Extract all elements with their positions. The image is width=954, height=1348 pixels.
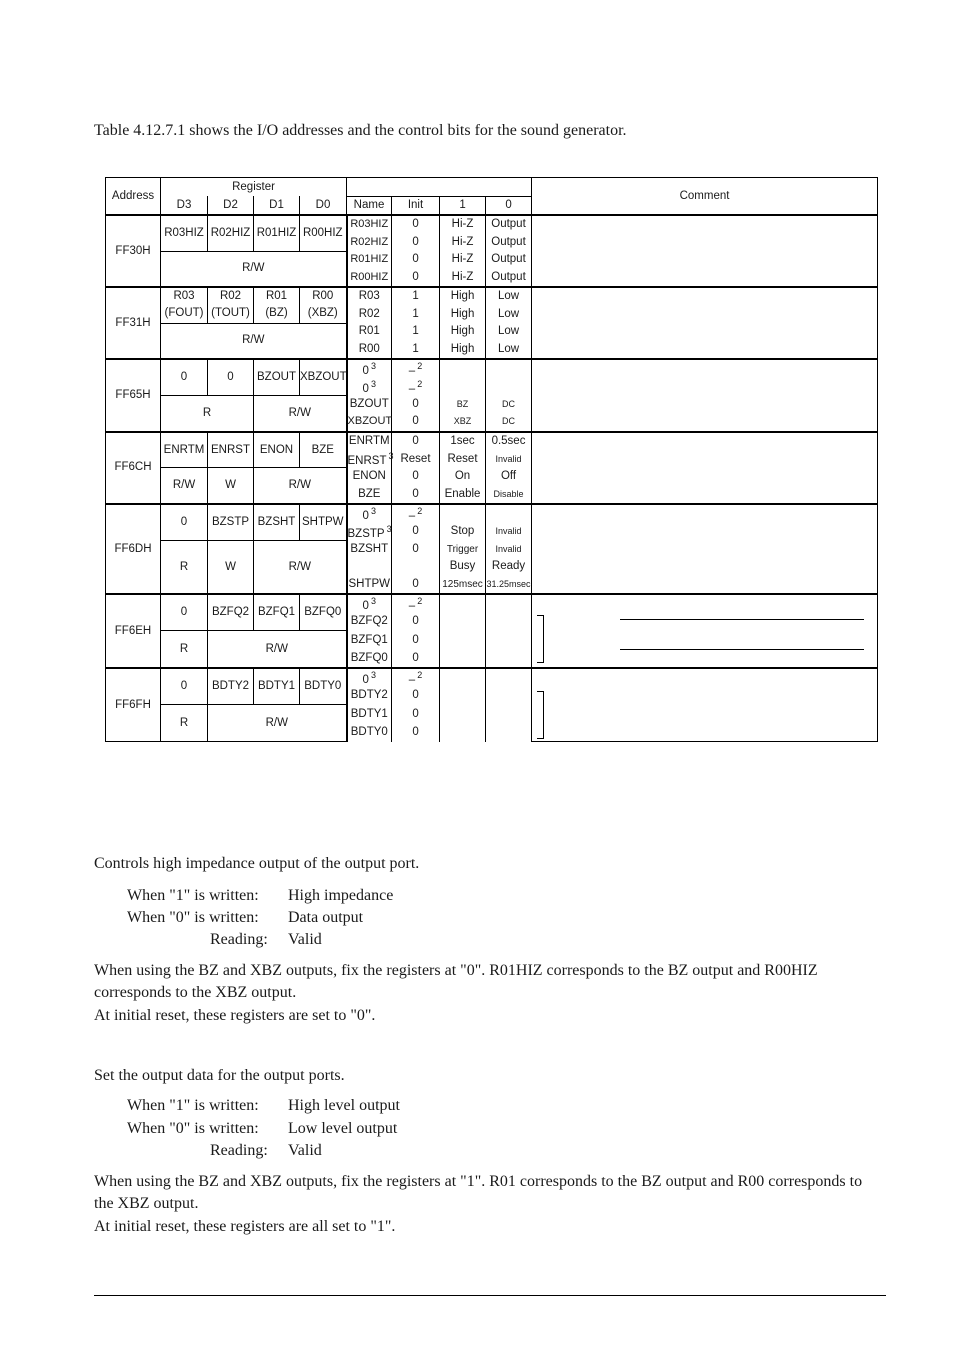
note-ref: 2 [417, 505, 423, 516]
register-bit-name [300, 287, 347, 323]
bit-init-text: – [408, 509, 416, 522]
bit-name-text: R03HIZ [350, 218, 389, 231]
bit-zero: Invalid [486, 523, 532, 541]
bit-zero: Invalid [486, 541, 532, 559]
register-bit-name: BZFQ2 [208, 594, 254, 630]
bit-init-text: 0 [412, 235, 419, 248]
bit-one: Trigger [440, 541, 486, 559]
bit-init [392, 251, 440, 269]
sec1-reset: At initial reset, these registers are set to "0". [94, 1007, 376, 1024]
register-bit-name: 0 [161, 594, 208, 630]
register-bit-name: BZFQ0 [300, 594, 347, 630]
register-address: FF6DH [106, 504, 161, 594]
bit-name-line: (FOUT) [164, 307, 204, 320]
bit-init-text: 0 [412, 525, 419, 538]
bit-init-text: 0 [412, 577, 419, 590]
bit-name [347, 269, 392, 288]
register-address: FF31H [106, 287, 161, 359]
rw-label: R/W [208, 630, 347, 668]
header-name: Name [347, 196, 392, 215]
bit-one: Hi-Z [440, 215, 486, 234]
bit-one: Stop [440, 523, 486, 541]
comment-cell [532, 287, 878, 359]
bit-name-text: ENRST [347, 454, 387, 467]
table-row [106, 668, 878, 687]
bit-init-text: 0 [412, 633, 419, 646]
bit-init-text: 0 [412, 542, 419, 555]
bit-zero: Output [486, 234, 532, 252]
bit-one: High [440, 287, 486, 306]
register-bit-name: XBZOUT [300, 359, 347, 396]
bit-name-text: 0 [362, 673, 369, 686]
bit-init-text: 0 [412, 270, 419, 283]
bit-init [392, 359, 440, 378]
sec1-when0-value: Data output [288, 909, 364, 926]
bit-name-text: ENON [352, 470, 386, 483]
bit-name [347, 630, 392, 649]
register-bit-name: BZE [300, 432, 347, 468]
bit-zero [486, 378, 532, 396]
bit-name-line: R03 [173, 290, 195, 303]
bit-init-text: 1 [412, 325, 419, 338]
bit-name-line: (TOUT) [211, 307, 250, 320]
underline-mark [620, 619, 864, 620]
header-register: Register [161, 178, 347, 197]
note-ref: 3 [370, 505, 376, 516]
register-bit-name: R00HIZ [300, 215, 347, 251]
header-init: Init [392, 196, 440, 215]
bit-name-text: R02 [358, 307, 380, 320]
bit-init-text: – [408, 673, 416, 686]
bit-zero: Disable [486, 485, 532, 504]
header-one: 1 [440, 196, 486, 215]
bit-zero: Ready [486, 558, 532, 576]
bit-init [392, 687, 440, 705]
bit-zero: Off [486, 468, 532, 486]
bit-one [440, 687, 486, 705]
bit-one: Enable [440, 485, 486, 504]
bit-name [347, 523, 392, 541]
bit-one: High [440, 341, 486, 360]
register-bit-name [254, 287, 300, 323]
rw-label: R [161, 630, 208, 668]
bit-zero [486, 668, 532, 687]
bit-init [392, 630, 440, 649]
bit-name [347, 287, 392, 306]
bit-name-line: R00 [312, 290, 334, 303]
register-bit-name [208, 287, 254, 323]
rw-label: R/W [208, 704, 347, 741]
bit-init-text: 0 [412, 415, 419, 428]
bit-zero [486, 650, 532, 669]
bit-name [347, 594, 392, 613]
bit-init [392, 269, 440, 288]
header-bit: D1 [254, 196, 300, 215]
sec2-paragraph: When using the BZ and XBZ outputs, fix the registers at "1". R01 corresponds to the BZ output and R00 corresponds to the XBZ output. [94, 1173, 863, 1212]
bit-init [392, 724, 440, 742]
rw-label: R/W [254, 468, 347, 504]
comment-cell [532, 359, 878, 432]
register-bit-name: BDTY0 [300, 668, 347, 704]
register-bit-name: 0 [208, 359, 254, 396]
bit-name-text: 0 [362, 382, 369, 395]
bit-one: Hi-Z [440, 234, 486, 252]
bit-one: XBZ [440, 413, 486, 432]
note-ref: 3 [370, 670, 376, 681]
table-row [106, 359, 878, 378]
bit-name-text: BZOUT [349, 397, 389, 410]
bit-init [392, 378, 440, 396]
sec2-when1-label: When "1" is written: [127, 1097, 259, 1114]
sec1-description: Controls high impedance output of the output port. [94, 855, 420, 872]
bit-init-text: 0 [412, 651, 419, 664]
comment-cell [532, 594, 878, 668]
bit-name [347, 306, 392, 324]
bit-init [392, 704, 440, 724]
bit-name-text: R01HIZ [350, 253, 389, 266]
rw-label: R/W [161, 251, 347, 287]
rw-label: R/W [161, 323, 347, 359]
bit-name-line: R02 [219, 290, 242, 303]
bit-name [347, 468, 392, 486]
note-ref: 2 [417, 378, 423, 389]
bit-name-line: (BZ) [265, 307, 288, 320]
header-zero: 0 [486, 196, 532, 215]
bit-one [440, 630, 486, 649]
bit-zero: Output [486, 251, 532, 269]
bit-one [440, 378, 486, 396]
bit-name [347, 668, 392, 687]
bit-init [392, 306, 440, 324]
intro-text: Table 4.12.7.1 shows the I/O addresses and the control bits for the sound generator. [94, 122, 627, 139]
note-ref: 3 [370, 378, 376, 389]
bit-init-text: – [408, 382, 416, 395]
sec2-when1-value: High level output [288, 1097, 400, 1114]
bit-name [347, 234, 392, 252]
bit-zero: Output [486, 269, 532, 288]
bit-one: High [440, 306, 486, 324]
bit-name-line: R01 [265, 290, 288, 303]
bit-name [347, 704, 392, 724]
bit-init [392, 541, 440, 559]
bit-zero [486, 613, 532, 631]
bit-name [347, 378, 392, 396]
bit-name [347, 558, 392, 576]
register-address: FF6FH [106, 668, 161, 742]
bit-name [347, 323, 392, 341]
sec2-read-value: Valid [288, 1142, 322, 1159]
bit-init [392, 613, 440, 631]
bit-one: Hi-Z [440, 269, 486, 288]
header-spacer [347, 178, 532, 197]
bit-name [347, 541, 392, 559]
bit-one: Busy [440, 558, 486, 576]
bit-init-text: – [408, 364, 416, 377]
register-address: FF6EH [106, 594, 161, 668]
bit-name [347, 432, 392, 451]
bit-init [392, 468, 440, 486]
bit-name [347, 504, 392, 523]
bit-init-text: 1 [412, 290, 419, 303]
bit-init [392, 558, 440, 576]
table-row [106, 215, 878, 234]
bit-name [347, 215, 392, 234]
bit-init-text: 0 [412, 434, 419, 447]
bit-init [392, 650, 440, 669]
bit-one: On [440, 468, 486, 486]
bit-name-text: R03 [358, 290, 380, 303]
register-bit-name: ENON [254, 432, 300, 468]
bit-zero: Low [486, 287, 532, 306]
bit-name-text: BZFQ2 [350, 615, 388, 628]
note-ref: 2 [417, 670, 423, 681]
bit-name [347, 576, 392, 595]
bit-zero [486, 687, 532, 705]
sec1-when1-value: High impedance [288, 887, 394, 904]
bit-name-text: BZSHT [350, 542, 389, 555]
sec2-when0-value: Low level output [288, 1120, 398, 1137]
bit-zero [486, 504, 532, 523]
bit-name-text: XBZOUT [347, 415, 393, 428]
rw-label: W [208, 468, 254, 504]
register-bit-name [161, 287, 208, 323]
bit-init [392, 396, 440, 414]
comment-cell [532, 432, 878, 504]
sec1-when0-label: When "0" is written: [127, 909, 259, 926]
bit-init-text: 1 [412, 307, 419, 320]
bit-name [347, 613, 392, 631]
sec1-read-value: Valid [288, 931, 322, 948]
comment-cell [532, 668, 878, 742]
bit-init-text: 0 [412, 689, 419, 702]
bit-init-text: 0 [412, 707, 419, 720]
bit-one [440, 613, 486, 631]
rw-label: R [161, 541, 208, 595]
bit-name-text: BDTY2 [350, 689, 388, 702]
bit-name [347, 485, 392, 504]
bit-name-text: R00 [358, 342, 380, 355]
bit-init-text: 0 [412, 218, 419, 231]
bit-one [440, 704, 486, 724]
bit-init-text: 0 [412, 253, 419, 266]
bit-zero [486, 724, 532, 742]
bit-name [347, 687, 392, 705]
rw-label: R [161, 396, 254, 432]
note-ref: 3 [388, 451, 394, 462]
bit-name-text: BDTY1 [350, 707, 388, 720]
register-bit-name: BZFQ1 [254, 594, 300, 630]
sec1-when1-label: When "1" is written: [127, 887, 259, 904]
bit-name-text: BZSTP [347, 527, 385, 540]
comment-markup [532, 669, 877, 741]
bit-init-text: – [408, 599, 416, 612]
bit-init [392, 215, 440, 234]
bit-init [392, 485, 440, 504]
bit-name [347, 251, 392, 269]
bit-zero [486, 359, 532, 378]
sec2-when0-label: When "0" is written: [127, 1120, 259, 1137]
note-ref: 2 [417, 596, 423, 607]
bit-name [347, 450, 392, 468]
register-bit-name: ENRST [208, 432, 254, 468]
bit-zero: Low [486, 323, 532, 341]
header-address: Address [106, 178, 161, 216]
bit-init [392, 576, 440, 595]
bit-init-text: 0 [412, 726, 419, 739]
rw-label: R/W [254, 541, 347, 595]
note-ref: 3 [370, 361, 376, 371]
bit-name-text: 0 [362, 509, 369, 522]
bit-zero: Output [486, 215, 532, 234]
register-bit-name: 0 [161, 504, 208, 541]
register-bit-name: BDTY2 [208, 668, 254, 704]
bit-one [440, 724, 486, 742]
register-bit-name: R02HIZ [208, 215, 254, 251]
register-bit-name: 0 [161, 668, 208, 704]
bit-zero: DC [486, 413, 532, 432]
register-bit-name: R03HIZ [161, 215, 208, 251]
bit-name [347, 359, 392, 378]
bit-name-line: (XBZ) [307, 307, 338, 320]
bit-name-text: R00HIZ [350, 270, 389, 283]
bit-one: BZ [440, 396, 486, 414]
bit-one: Hi-Z [440, 251, 486, 269]
bit-one [440, 359, 486, 378]
bit-name [347, 650, 392, 669]
bit-init [392, 413, 440, 432]
register-address: FF6CH [106, 432, 161, 504]
register-bit-name: BZOUT [254, 359, 300, 396]
bit-init [392, 432, 440, 451]
bit-zero: Low [486, 306, 532, 324]
sec2-reset: At initial reset, these registers are all set to "1". [94, 1218, 396, 1235]
rw-label: R/W [161, 468, 208, 504]
bit-zero: Low [486, 341, 532, 360]
sec2-description: Set the output data for the output ports. [94, 1067, 345, 1084]
register-bit-name: 0 [161, 359, 208, 396]
comment-cell [532, 504, 878, 594]
register-bit-name: BDTY1 [254, 668, 300, 704]
bit-init-text: Reset [400, 452, 431, 465]
header-bit: D3 [161, 196, 208, 215]
bit-one [440, 668, 486, 687]
bit-name [347, 396, 392, 414]
bit-init [392, 504, 440, 523]
bit-zero: DC [486, 396, 532, 414]
bit-init-text: 1 [412, 342, 419, 355]
bit-name [347, 724, 392, 742]
bit-one: 125msec [440, 576, 486, 595]
bit-name-text: BZFQ1 [350, 633, 388, 646]
bit-init [392, 341, 440, 360]
bit-name [347, 341, 392, 360]
header-comment: Comment [532, 178, 878, 216]
bit-name-text: R02HIZ [350, 235, 389, 248]
rw-label: R [161, 704, 208, 741]
sec1-read-label: Reading: [210, 931, 268, 948]
bracket-mark [537, 615, 544, 663]
bit-zero: 31.25msec [486, 576, 532, 595]
register-bit-name: SHTPW [300, 504, 347, 541]
bit-init-text: 0 [412, 397, 419, 410]
bracket-mark [537, 691, 544, 739]
bit-init [392, 287, 440, 306]
register-bit-name: BZSHT [254, 504, 300, 541]
bit-one: Reset [440, 450, 486, 468]
rw-label: R/W [254, 396, 347, 432]
sec2-read-label: Reading: [210, 1142, 268, 1159]
bit-name-text: 0 [362, 599, 369, 612]
bit-init [392, 523, 440, 541]
bit-name-text: ENRTM [348, 434, 390, 447]
register-bit-name: R01HIZ [254, 215, 300, 251]
bit-init-text: 0 [412, 487, 419, 500]
header-bit: D2 [208, 196, 254, 215]
bit-init-text: 0 [412, 470, 419, 483]
header-bit: D0 [300, 196, 347, 215]
note-ref: 3 [386, 523, 392, 534]
bit-init-text: 0 [412, 615, 419, 628]
bit-one [440, 650, 486, 669]
bit-name-text: BDTY0 [350, 726, 388, 739]
bit-init [392, 594, 440, 613]
rw-label: W [208, 541, 254, 595]
note-ref: 3 [370, 596, 376, 607]
register-address: FF30H [106, 215, 161, 287]
table-row [106, 504, 878, 523]
sec1-paragraph: When using the BZ and XBZ outputs, fix the registers at "0". R01HIZ corresponds to the BZ output and R00HIZ corresponds to the XBZ output. [94, 962, 818, 1001]
footer-rule [94, 1295, 886, 1296]
bit-name-text: BZFQ0 [350, 651, 388, 664]
register-address: FF65H [106, 359, 161, 432]
note-ref: 2 [417, 361, 423, 371]
bit-name [347, 413, 392, 432]
comment-cell [532, 215, 878, 287]
io-register-table [105, 177, 878, 742]
bit-name-text: R01 [358, 325, 380, 338]
register-bit-name: ENRTM [161, 432, 208, 468]
bit-init [392, 234, 440, 252]
bit-one [440, 504, 486, 523]
bit-one: 1sec [440, 432, 486, 451]
bit-name-text: SHTPW [348, 577, 391, 590]
table-row [106, 594, 878, 613]
bit-zero: 0.5sec [486, 432, 532, 451]
bit-zero: Invalid [486, 450, 532, 468]
bit-name-text: BZE [358, 487, 381, 500]
bit-name-text: 0 [362, 364, 369, 377]
bit-one [440, 594, 486, 613]
bit-zero [486, 630, 532, 649]
register-bit-name: BZSTP [208, 504, 254, 541]
bit-zero [486, 704, 532, 724]
bit-one: High [440, 323, 486, 341]
bit-init [392, 450, 440, 468]
comment-markup [532, 595, 877, 667]
table-row [106, 287, 878, 306]
bit-zero [486, 594, 532, 613]
table-row [106, 432, 878, 451]
bit-init [392, 323, 440, 341]
underline-mark [620, 649, 864, 650]
bit-init [392, 668, 440, 687]
